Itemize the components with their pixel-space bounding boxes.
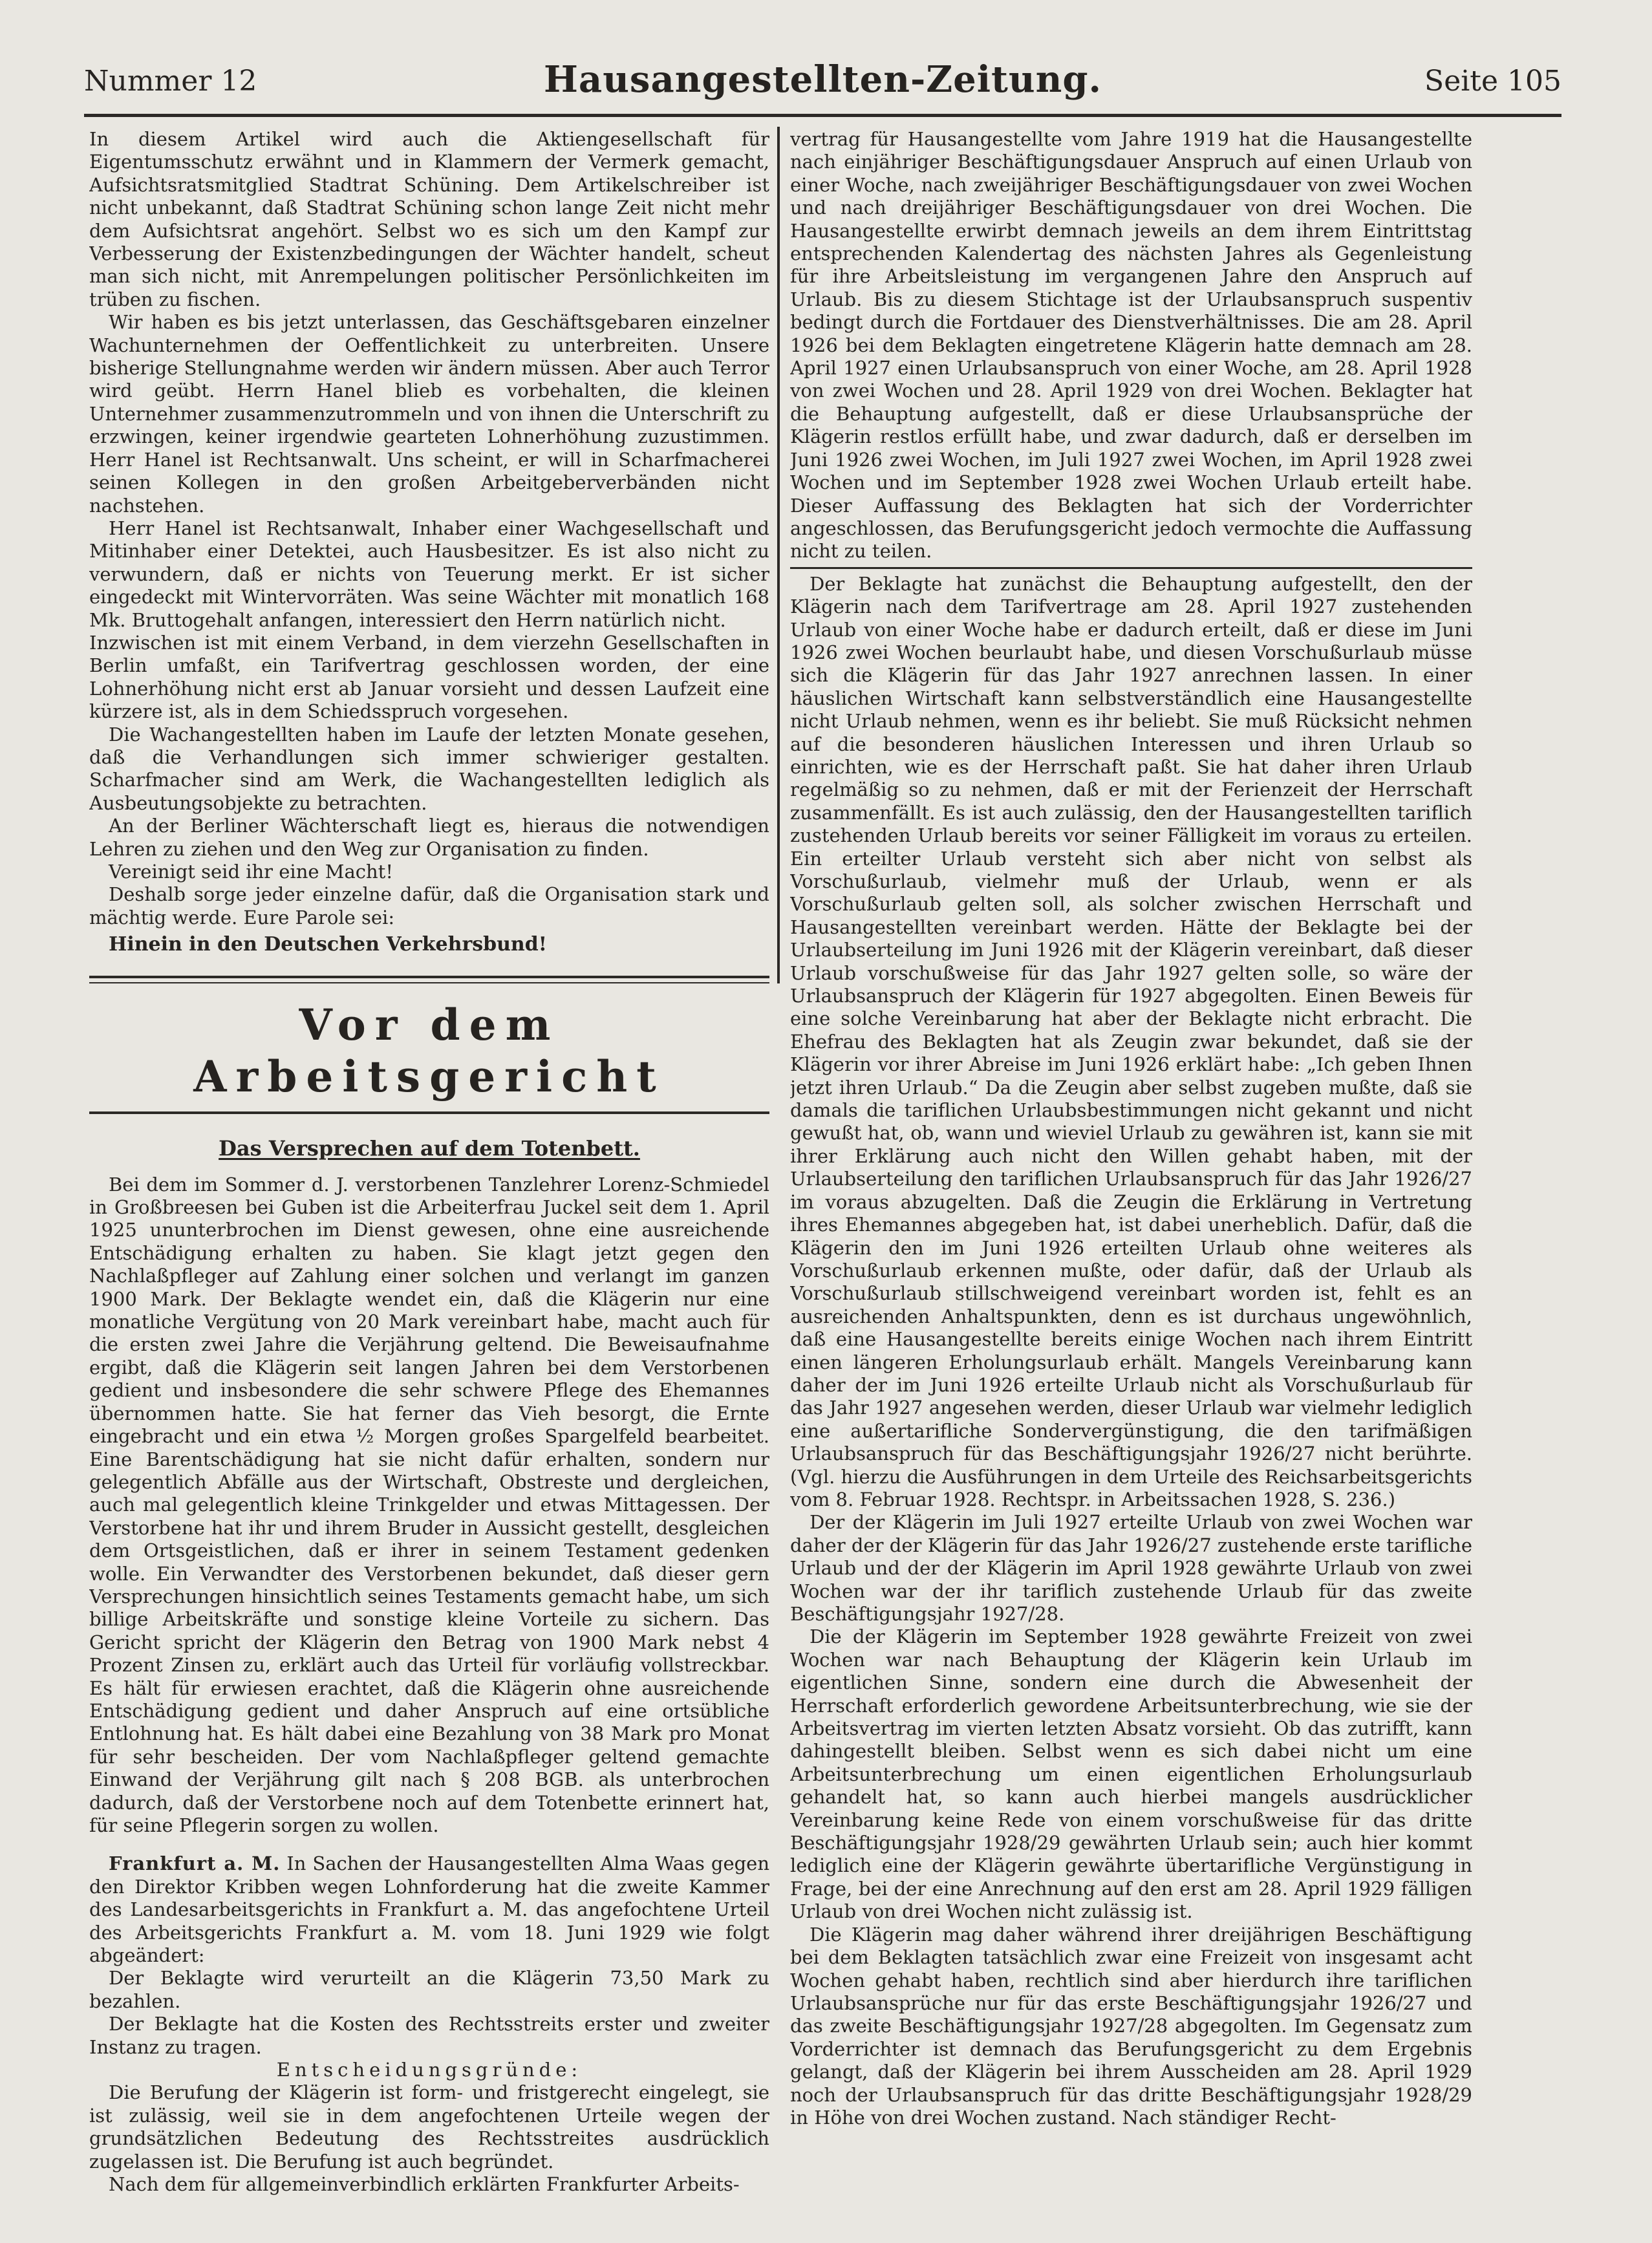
page-header [84,52,1561,123]
paragraph-text: In Sachen der Hausangestellten Alma Waas gegen den Direktor Kribben wegen Lohnforderung hat die zweite Kammer des Landesarbeitsgerichts in Frankfurt a. M. das angefochtene Urteil des Arbeitsgerichts Frankfurt a. M. vom 18. Juni 1929 wie folgt abgeändert: [89,1852,769,1967]
paragraph: An der Berliner Wächterschaft liegt es, hieraus die notwendigen Lehren zu ziehen und den Weg zur Organisation zu finden. [89,815,769,860]
paragraph: In diesem Artikel wird auch die Aktiengesellschaft für Eigentumsschutz erwähnt und in Klammern der Vermerk gemacht, Aufsichtsratsmitglied Stadtrat Schüning. Dem Artikelschreiber ist nicht unbekannt, daß Stadtrat Schüning schon lange Zeit nicht mehr dem Aufsichtsrat angehört. Selbst wo es sich um den Kampf zur Verbesserung der Existenzbedingungen der Wächter handelt, scheut man sich nicht, mit Anrempelungen politischer Persönlichkeiten im trüben zu fischen. [89,128,769,310]
newspaper-title: Hausangestellten-Zeitung. [544,58,1102,101]
left-column [89,128,769,2200]
page-number: Seite 105 [1424,65,1561,98]
article-title: Das Versprechen auf dem Totenbett. [219,1135,640,1161]
paragraph: Der Beklagte wird verurteilt an die Klägerin 73,50 Mark zu bezahlen. [89,1967,769,2012]
paragraph: Die der Klägerin im September 1928 gewährte Freizeit von zwei Wochen war nach Behauptung der Klägerin kein Urlaub im eigentlichen Sinne, sondern eine durch die Abwesenheit der Herrschaft erforderlich gewordene Arbeitsunterbrechung, wie sie der Arbeitsvertrag im vierten letzten Absatz vorsieht. Ob das zutrifft, kann dahingestellt bleiben. Selbst wenn es sich dabei nicht um eine Arbeitsunterbrechung um einen eigentlichen Erholungsurlaub gehandelt hat, so kann auch hierbei mangels ausdrücklicher Vereinbarung keine Rede von einem vorschußweise für das dritte Beschäftigungsjahr 1928/29 gewährten Urlaub sein; auch hier kommt lediglich eine der Klägerin gewährte übertarifliche Vergünstigung in Frage, bei der eine Anrechnung auf den erst am 28. April 1929 fälligen Urlaub von drei Wochen nicht zulässig ist. [790,1626,1472,1923]
paragraph: Der Beklagte hat die Kosten des Rechtsstreits erster und zweiter Instanz zu tragen. [89,2013,769,2058]
section-rule-top-thin [89,982,769,983]
paragraph [89,1852,769,1967]
paragraph: Die Berufung der Klägerin ist form- und fristgerecht eingelegt, sie ist zulässig, weil sie in dem angefochtenen Urteile wegen der grundsätzlichen Bedeutung des Rechtsstreites ausdrücklich zugelassen ist. Die Berufung ist auch begründet. [89,2081,769,2173]
column-divider [777,127,780,983]
decision-heading: Entscheidungsgründe: [276,2059,583,2081]
paragraph: Herr Hanel ist Rechtsanwalt, Inhaber einer Wachgesellschaft und Mitinhaber einer Detektei, auch Hausbesitzer. Es ist also nicht zu verwundern, daß er nichts von Teuerung merkt. Er ist sicher eingedeckt mit Wintervorräten. Was seine Wächter mit monatlich 168 Mk. Bruttogehalt anfangen, interessiert den Herrn natürlich nicht. [89,517,769,631]
paragraph: vertrag für Hausangestellte vom Jahre 1919 hat die Hausangestellte nach einjähriger Beschäftigungsdauer Anspruch auf einen Urlaub von einer Woche, nach zweijähriger Beschäftigungsdauer von zwei Wochen und nach dreijähriger Beschäftigungsdauer von drei Wochen. Die Hausangestellte erwirbt demnach jeweils an dem ihrem Eintrittstag entsprechenden Kalendertag des nächsten Jahres als Gegenleistung für ihre Arbeitsleistung im vergangenen Jahre den Anspruch auf Urlaub. Bis zu diesem Stichtage ist der Urlaubsanspruch suspentiv bedingt durch die Fortdauer des Dienstverhältnisses. Die am 28. April 1926 bei dem Beklagten eingetretene Klägerin hatte demnach am 28. April 1927 einen Urlaubsanspruch von einer Woche, am 28. April 1928 von zwei Wochen und 28. April 1929 von drei Wochen. Beklagter hat die Behauptung aufgestellt, daß er diese Urlaubsansprüche der Klägerin restlos erfüllt habe, und zwar dadurch, daß er derselben im Juni 1926 zwei Wochen, im Juli 1927 zwei Wochen, im April 1928 zwei Wochen und im September 1928 zwei Wochen Urlaub erteilt habe. Dieser Auffassung des Beklagten hat sich der Vorderrichter angeschlossen, das Berufungsgericht jedoch vermochte die Auffassung nicht zu teilen. [790,128,1472,563]
paragraph: Die Wachangestellten haben im Laufe der letzten Monate gesehen, daß die Verhandlungen sich immer schwieriger gestalten. Scharfmacher sind am Werk, die Wachangestellten lediglich als Ausbeutungsobjekte zu betrachten. [89,723,769,814]
section-rule-bottom [89,1111,769,1114]
slogan: Hinein in den Deutschen Verkehrsbund! [109,933,547,956]
header-rule [84,114,1561,117]
paragraph: Die Klägerin mag daher während ihrer dreijährigen Beschäftigung bei dem Beklagten tatsächlich zwar eine Freizeit von insgesamt acht Wochen gehabt haben, rechtlich sind aber hierdurch ihre tariflichen Urlaubsansprüche nur für das erste Beschäftigungsjahr 1926/27 und das zweite Beschäftigungsjahr 1927/28 abgegolten. Im Gegensatz zum Vorderrichter ist demnach das Berufungsgericht zu dem Ergebnis gelangt, daß der Klägerin bei ihrem Ausscheiden am 28. April 1929 noch der Urlaubsanspruch für das dritte Beschäftigungsjahr 1928/29 in Höhe von drei Wochen zustand. Nach ständiger Recht- [790,1923,1472,2129]
section-rule-top [89,976,769,978]
section-title: Vor dem Arbeitsgericht [193,999,665,1102]
paragraph: Wir haben es bis jetzt unterlassen, das Geschäftsgebaren einzelner Wachunternehmen der Oeffentlichkeit zu unterbreiten. Unsere bisherige Stellungnahme werden wir ändern müssen. Aber auch Terror wird geübt. Herrn Hanel blieb es vorbehalten, die kleinen Unternehmer zusammenzutrommeln und von ihnen die Unterschrift zu erzwingen, keiner irgendwie gearteten Lohnerhöhung zuzustimmen. Herr Hanel ist Rechtsanwalt. Uns scheint, er will in Scharfmacherei seinen Kollegen in den großen Arbeitgeberverbänden nicht nachstehen. [89,311,769,517]
paragraph-rule [790,567,1472,569]
paragraph: Bei dem im Sommer d. J. verstorbenen Tanzlehrer Lorenz-Schmiedel in Großbreesen bei Guben ist die Arbeiterfrau Juckel seit dem 1. April 1925 ununterbrochen im Dienst gewesen, ohne eine ausreichende Entschädigung erhalten zu haben. Sie klagt jetzt gegen den Nachlaßpfleger auf Zahlung einer solchen und verlangt im ganzen 1900 Mark. Der Beklagte wendet ein, daß die Klägerin nur eine monatliche Vergütung von 20 Mark vereinbart habe, macht auch für die ersten zwei Jahre die Verjährung geltend. Die Beweisaufnahme ergibt, daß die Klägerin seit langen Jahren bei dem Verstorbenen gedient und insbesondere die sehr schwere Pflege des Ehemannes übernommen hatte. Sie hat ferner das Vieh besorgt, die Ernte eingebracht und ein etwa ½ Morgen großes Spargelfeld bearbeitet. Eine Barentschädigung hat sie nicht dafür erhalten, sondern nur gelegentlich Abfälle aus der Wirtschaft, Obstreste und dergleichen, auch mal gelegentlich kleine Trinkgelder und etwas Mittagessen. Der Verstorbene hat ihr und ihrem Bruder in Aussicht gestellt, desgleichen dem Ortsgeistlichen, daß er ihrer in seinem Testament gedenken wolle. Ein Verwandter des Verstorbenen bekundet, daß dieser gern Versprechungen hinsichtlich seines Testaments gemacht habe, um sich billige Arbeitskräfte und sonstige kleine Vorteile zu sichern. Das Gericht spricht der Klägerin den Betrag von 1900 Mark nebst 4 Prozent Zinsen zu, erklärt auch das Urteil für vorläufig vollstreckbar. Es hält für erwiesen erachtet, daß die Klägerin ohne ausreichende Entschädigung gedient und daher Anspruch auf eine ortsübliche Entlohnung hat. Es hält dabei eine Bezahlung von 38 Mark pro Monat für sehr bescheiden. Der vom Nachlaßpfleger geltend gemachte Einwand der Verjährung gilt nach § 208 BGB. als unterbrochen dadurch, daß der Verstorbene noch auf dem Totenbette erinnert hat, für seine Pflegerin sorgen zu wollen. [89,1173,769,1836]
paragraph: Inzwischen ist mit einem Verband, in dem vierzehn Gesellschaften in Berlin umfaßt, ein Tarifvertrag geschlossen worden, der eine Lohnerhöhung nicht erst ab Januar vorsieht und dessen Laufzeit eine kürzere ist, als in dem Schiedsspruch vorgesehen. [89,631,769,723]
paragraph: Deshalb sorge jeder einzelne dafür, daß die Organisation stark und mächtig werde. Eure Parole sei: [89,883,769,928]
paragraph: Vereinigt seid ihr eine Macht! [109,861,393,883]
spacer [89,1837,769,1852]
issue-number: Nummer 12 [84,65,257,98]
paragraph: Der der Klägerin im Juli 1927 erteilte Urlaub von zwei Wochen war daher der der Klägerin für das Jahr 1926/27 zustehende erste tarifliche Urlaub und der der Klägerin im April 1928 gewährte Urlaub von zwei Wochen war der ihr tariflich zustehende Urlaub für das zweite Beschäftigungsjahr 1927/28. [790,1511,1472,1625]
right-column [790,128,1472,2200]
dateline: Frankfurt a. M. [109,1852,281,1875]
paragraph: Nach dem für allgemeinverbindlich erklärten Frankfurter Arbeits- [109,2173,740,2196]
paragraph: Der Beklagte hat zunächst die Behauptung aufgestellt, den der Klägerin nach dem Tarifvertrage am 28. April 1927 zustehenden Urlaub von einer Woche habe er dadurch erteilt, daß er diese im Juni 1926 zwei Wochen beurlaubt habe, und diesen Vorschußurlaub müsse sich die Klägerin für das Jahr 1927 anrechnen lassen. In einer häuslichen Wirtschaft kann selbstverständlich eine Hausangestellte nicht Urlaub nehmen, wenn es ihr beliebt. Sie muß Rücksicht nehmen auf die besonderen häuslichen Interessen und ihren Urlaub so einrichten, wie es der Herrschaft paßt. Sie hat daher ihren Urlaub regelmäßig so zu nehmen, daß er mit der Ferienzeit der Herrschaft zusammenfällt. Es ist auch zulässig, den der Hausangestellten tariflich zustehenden Urlaub bereits vor seiner Fälligkeit im voraus zu erteilen. Ein erteilter Urlaub versteht sich aber nicht von selbst als Vorschußurlaub, vielmehr muß der Urlaub, wenn er als Vorschußurlaub gelten soll, als solcher zwischen Herrschaft und Hausangestellten vereinbart werden. Hätte der Beklagte bei der Urlaubserteilung im Juni 1926 mit der Klägerin vereinbart, daß dieser Urlaub vorschußweise für das Jahr 1927 gelten solle, so wäre der Urlaubsanspruch der Klägerin für 1927 abgegolten. Einen Beweis für eine solche Vereinbarung hat aber der Beklagte nicht erbracht. Die Ehefrau des Beklagten hat als Zeugin zwar bekundet, daß sie der Klägerin vor ihrer Abreise im Juni 1926 erklärt habe: „Ich geben Ihnen jetzt ihren Urlaub.“ Da die Zeugin aber selbst zugeben mußte, daß sie damals die tariflichen Urlaubsbestimmungen nicht gekannt und nicht gewußt hat, ob, wann und wieviel Urlaub zu gewähren ist, kann sie mit ihrer Erklärung auch nicht den Willen gehabt haben, mit der Urlaubserteilung den tariflichen Urlaubsanspruch für das Jahr 1926/27 im voraus abzugelten. Daß die Zeugin die Erklärung in Vertretung ihres Ehemannes abgegeben hat, ist dabei unerheblich. Dafür, daß die Klägerin den im Juni 1926 erteilten Urlaub ohne weiteres als Vorschußurlaub erkennen mußte, oder dafür, daß der Urlaub als Vorschußurlaub stillschweigend vereinbart worden ist, fehlt es an ausreichenden Anhaltspunkten, denn es ist durchaus ungewöhnlich, daß eine Hausangestellte bereits einige Wochen nach ihrem Eintritt einen längeren Erholungsurlaub erhält. Mangels Vereinbarung kann daher der im Juni 1926 erteilte Urlaub nicht als Vorschußurlaub für das Jahr 1927 angesehen werden, dieser Urlaub war vielmehr lediglich eine außertarifliche Sondervergünstigung, die den tarifmäßigen Urlaubsanspruch für das Beschäftigungsjahr 1926/27 nicht berührte. (Vgl. hierzu die Ausführungen in dem Urteile des Reichsarbeitsgerichts vom 8. Februar 1928. Rechtspr. in Arbeitssachen 1928, S. 236.) [790,572,1472,1510]
